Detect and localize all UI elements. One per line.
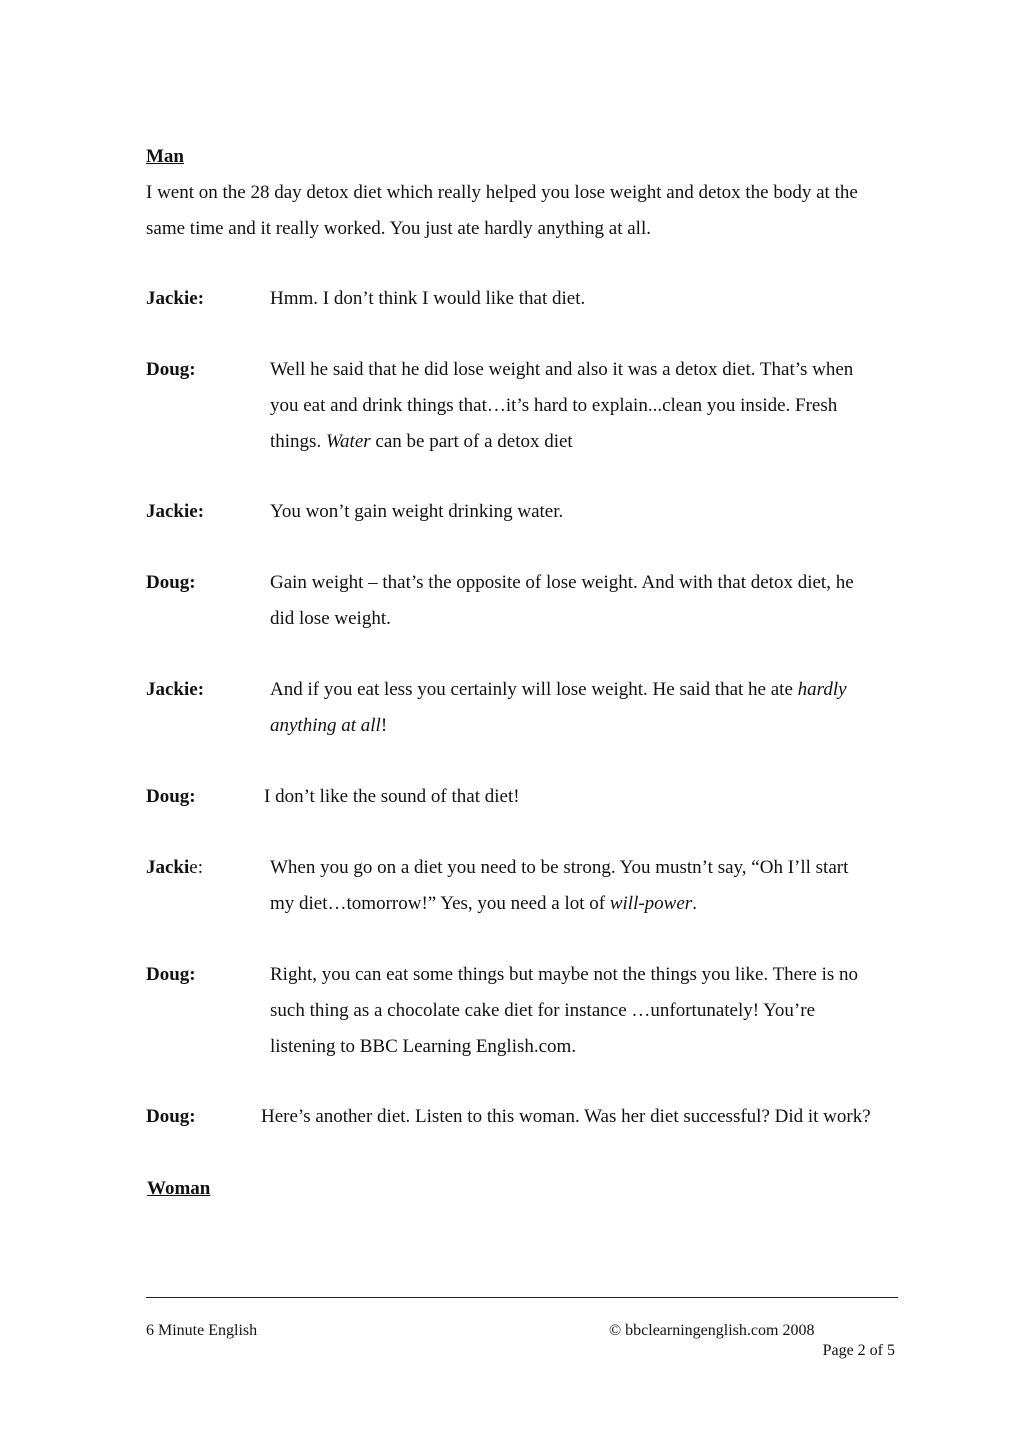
speech-line: When you go on a diet you need to be strong. You mustn’t say, “Oh I’ll start	[270, 857, 849, 878]
speech-line: I don’t like the sound of that diet!	[264, 786, 520, 807]
speech-text	[261, 1099, 871, 1135]
speaker-label: Doug:	[146, 1106, 196, 1127]
speech-line: Gain weight – that’s the opposite of lose weight. And with that detox diet, he	[270, 572, 854, 593]
speech-line: You won’t gain weight drinking water.	[270, 501, 564, 522]
speech-line: Hmm. I don’t think I would like that diet.	[270, 288, 586, 309]
footer-copyright: © bbclearningenglish.com 2008	[609, 1322, 815, 1339]
speaker-label: Doug:	[146, 359, 196, 380]
speech-segment: And if you eat less you certainly will lose weight. He said that he ate	[270, 679, 798, 700]
speech-text	[270, 281, 585, 317]
speaker-label: Jackie:	[146, 679, 205, 700]
speech-text	[270, 565, 854, 637]
speech-line: such thing as a chocolate cake diet for instance …unfortunately! You’re	[270, 1000, 816, 1021]
speech-segment: can be part of a detox diet	[370, 431, 573, 452]
speech-line	[270, 424, 853, 460]
speech-emphasis: hardly	[797, 679, 847, 700]
speech-line: listening to BBC Learning English.com.	[270, 1036, 577, 1057]
speech-line	[270, 886, 848, 922]
speaker-label-bold: Jacki	[146, 857, 190, 878]
speaker-label	[146, 850, 203, 886]
speech-line: you eat and drink things that…it’s hard to explain...clean you inside. Fresh	[270, 395, 838, 416]
speech-line: Right, you can eat some things but maybe not the things you like. There is no	[270, 964, 859, 985]
speaker-label: Jackie:	[146, 501, 205, 522]
speech-line: Well he said that he did lose weight and also it was a detox diet. That’s when	[270, 359, 854, 380]
footer-page-number: Page 2 of 5	[822, 1342, 895, 1359]
speech-emphasis: anything at all	[270, 715, 381, 736]
man-paragraph-line: I went on the 28 day detox diet which really helped you lose weight and detox the body at the	[146, 182, 858, 203]
speech-text	[270, 672, 847, 744]
speech-line: did lose weight.	[270, 608, 391, 629]
speaker-label: Doug:	[146, 572, 196, 593]
footer-divider	[146, 1297, 898, 1298]
speaker-label: Doug:	[146, 786, 196, 807]
man-paragraph	[146, 175, 946, 247]
speaker-label: Doug:	[146, 964, 196, 985]
speech-text	[264, 779, 520, 815]
speech-line: Here’s another diet. Listen to this woman. Was her diet successful? Did it work?	[261, 1106, 871, 1127]
speech-line	[270, 708, 847, 744]
speech-segment: things.	[270, 431, 326, 452]
woman-heading: Woman	[147, 1178, 211, 1199]
speech-text	[270, 352, 853, 460]
footer-series-title: 6 Minute English	[146, 1322, 258, 1339]
speech-text	[270, 850, 848, 922]
speech-emphasis: Water	[325, 431, 371, 452]
speech-text	[270, 957, 858, 1065]
speech-segment: .	[692, 893, 697, 914]
speech-line	[270, 672, 847, 708]
speaker-label: Jackie:	[146, 288, 205, 309]
speaker-label-rest: e:	[189, 857, 203, 878]
speech-text	[270, 494, 563, 530]
man-heading: Man	[146, 146, 184, 167]
man-paragraph-line: same time and it really worked. You just ate hardly anything at all.	[146, 218, 651, 239]
speech-segment: !	[380, 715, 388, 736]
speech-segment: my diet…tomorrow!” Yes, you need a lot of	[270, 893, 610, 914]
speech-emphasis: will-power	[609, 893, 693, 914]
